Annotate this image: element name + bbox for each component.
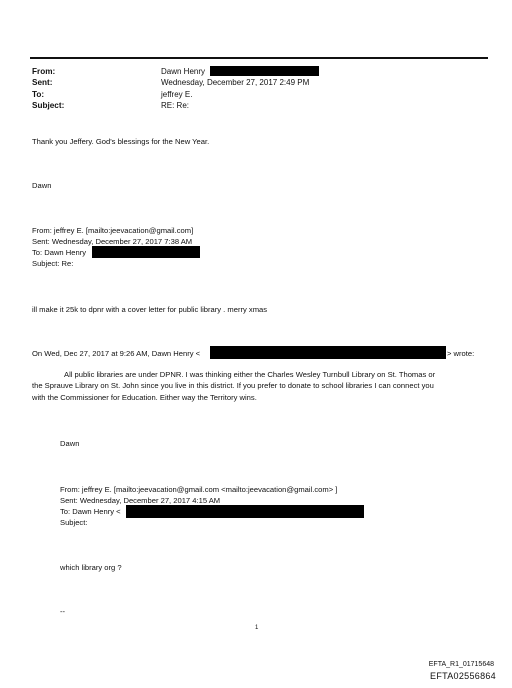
sent-label: Sent: <box>32 78 53 87</box>
quote3-from: From: jeffrey E. [mailto:jeevacation@gmail.com <mailto:jeevacation@gmail.com> ] <box>60 485 338 494</box>
signature-dashes: -- <box>60 607 66 616</box>
quote1-to: To: Dawn Henry <box>32 248 87 257</box>
redaction-bar <box>126 505 364 518</box>
from-value: Dawn Henry <box>161 67 206 76</box>
message-body: Thank you Jeffery. God's blessings for the New Year. <box>32 137 210 146</box>
quote3-body: which library org ? <box>60 563 122 572</box>
from-label: From: <box>32 67 56 76</box>
sent-value: Wednesday, December 27, 2017 2:49 PM <box>161 78 310 87</box>
subject-value: RE: Re: <box>161 101 190 110</box>
redaction-bar <box>92 246 200 258</box>
quote2-body-line1: All public libraries are under DPNR. I was thinking either the Charles Wesley Turnbull Library on St. Thomas or <box>64 370 436 379</box>
quote2-signature: Dawn <box>60 439 80 448</box>
quote2-wrote: > wrote: <box>447 349 475 358</box>
message-signature: Dawn <box>32 181 52 190</box>
bates-number-large: EFTA02556864 <box>430 671 496 681</box>
quote2-body-line2: the Sprauve Library on St. John since you live in this district. If you prefer to donate to school libraries I can connect you <box>32 381 434 390</box>
quote1-sent: Sent: Wednesday, December 27, 2017 7:38 AM <box>32 237 193 246</box>
to-value: jeffrey E. <box>161 90 193 99</box>
subject-label: Subject: <box>32 101 65 110</box>
page-number: 1 <box>255 625 259 631</box>
quote2-on-line: On Wed, Dec 27, 2017 at 9:26 AM, Dawn Henry < <box>32 349 201 358</box>
to-label: To: <box>32 90 45 99</box>
quote2-body-line3: with the Commissioner for Education. Either way the Territory wins. <box>32 393 257 402</box>
quote1-subject: Subject: Re: <box>32 259 74 268</box>
quote1-body: ill make it 25k to dpnr with a cover letter for public library . merry xmas <box>32 305 268 314</box>
redaction-bar <box>210 66 319 76</box>
quote1-from: From: jeffrey E. [mailto:jeevacation@gmail.com] <box>32 226 194 235</box>
quote3-subject: Subject: <box>60 518 88 527</box>
header-rule <box>30 57 488 59</box>
bates-number-small: EFTA_R1_01715648 <box>428 661 494 668</box>
quote3-to: To: Dawn Henry < <box>60 507 121 516</box>
quote3-sent: Sent: Wednesday, December 27, 2017 4:15 AM <box>60 496 221 505</box>
redaction-bar <box>210 346 446 359</box>
